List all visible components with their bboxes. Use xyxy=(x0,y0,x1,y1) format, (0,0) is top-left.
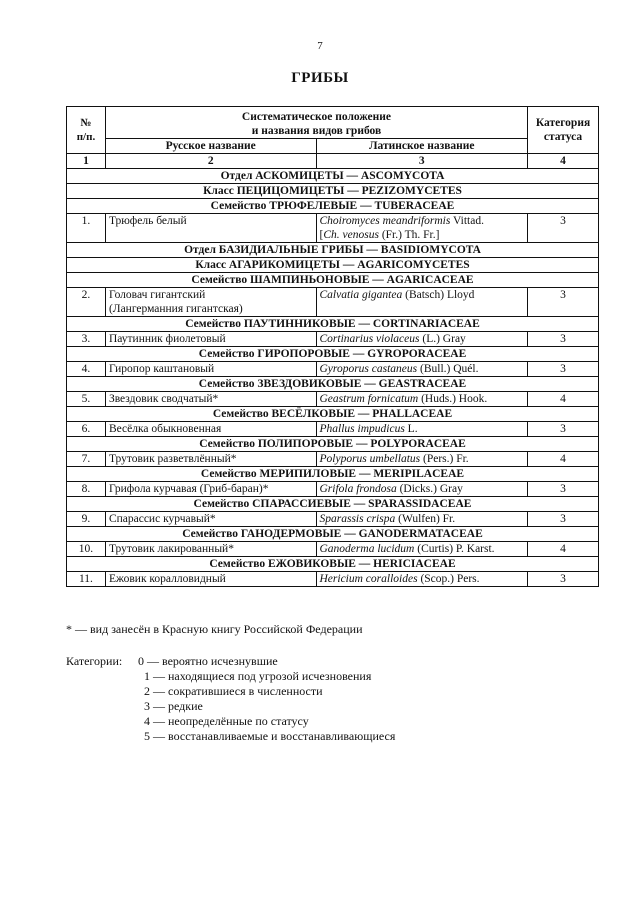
species-row xyxy=(67,214,599,243)
species-category: 3 xyxy=(528,214,599,243)
latin-authority: (Pers.) Fr. xyxy=(420,453,469,465)
species-russian-name xyxy=(105,332,316,347)
latin-binomial: Sparassis crispa xyxy=(319,513,396,525)
species-russian-name-line: Гиропор каштановый xyxy=(108,363,215,375)
categories-list xyxy=(138,654,395,744)
species-russian-name xyxy=(105,572,316,587)
species-russian-name-line: Трутовик разветвлённый* xyxy=(108,453,237,465)
species-russian-name xyxy=(105,392,316,407)
species-category: 3 xyxy=(528,288,599,317)
latin-binomial: Gyroporus castaneus xyxy=(319,363,418,375)
species-russian-name-line: Спарассис курчавый* xyxy=(108,513,216,525)
species-row xyxy=(67,452,599,467)
species-number: 7. xyxy=(67,452,106,467)
section-row xyxy=(67,258,599,273)
species-latin-name xyxy=(316,214,528,243)
section-title: Семейство ТРЮФЕЛЕВЫЕ — TUBERACEAE xyxy=(67,199,599,214)
latin-synonym-authority: (Fr.) Th. Fr.] xyxy=(378,229,440,241)
latin-authority: (Huds.) Hook. xyxy=(418,393,488,405)
species-category: 3 xyxy=(528,482,599,497)
latin-synonym: Ch. venosus xyxy=(323,229,379,241)
species-row xyxy=(67,422,599,437)
species-latin-name xyxy=(316,332,528,347)
species-category: 3 xyxy=(528,512,599,527)
latin-authority: (Dicks.) Gray xyxy=(396,483,463,495)
species-table xyxy=(66,106,599,587)
species-number: 4. xyxy=(67,362,106,377)
species-latin-name xyxy=(316,482,528,497)
species-russian-name-line: Весёлка обыкновенная xyxy=(108,423,222,435)
species-russian-name xyxy=(105,452,316,467)
species-row xyxy=(67,392,599,407)
species-russian-name xyxy=(105,288,316,317)
header-russian-name: Русское название xyxy=(105,139,316,154)
species-number: 5. xyxy=(67,392,106,407)
synonym-bracket: [ xyxy=(319,229,324,241)
latin-authority: Vittad. xyxy=(450,215,484,227)
section-row xyxy=(67,184,599,199)
latin-binomial: Choiromyces meandriformis xyxy=(319,215,451,227)
species-number: 9. xyxy=(67,512,106,527)
species-russian-name xyxy=(105,422,316,437)
species-number: 11. xyxy=(67,572,106,587)
category-item: 0 — вероятно исчезнувшие xyxy=(138,654,278,668)
species-russian-name xyxy=(105,512,316,527)
latin-authority: (L.) Gray xyxy=(419,333,466,345)
section-title: Семейство ШАМПИНЬОНОВЫЕ — AGARICACEAE xyxy=(67,273,599,288)
category-item: 3 — редкие xyxy=(144,699,203,713)
section-row xyxy=(67,437,599,452)
latin-authority: (Wulfen) Fr. xyxy=(395,513,456,525)
category-item: 4 — неопределённые по статусу xyxy=(144,714,309,728)
section-title: Семейство ЗВЕЗДОВИКОВЫЕ — GEASTRACEAE xyxy=(67,377,599,392)
section-title: Семейство ГИРОПОРОВЫЕ — GYROPORACEAE xyxy=(67,347,599,362)
species-number: 8. xyxy=(67,482,106,497)
latin-binomial: Calvatia gigantea xyxy=(319,289,403,301)
species-russian-name-line: Трюфель белый xyxy=(108,215,187,227)
latin-binomial: Geastrum fornicatum xyxy=(319,393,419,405)
latin-binomial: Hericium coralloides xyxy=(319,573,418,585)
species-row xyxy=(67,542,599,557)
species-latin-name xyxy=(316,422,528,437)
species-category: 3 xyxy=(528,362,599,377)
categories-label: Категории: xyxy=(66,654,123,668)
latin-authority: (Batsch) Lloyd xyxy=(402,289,475,301)
species-russian-name-line: Трутовик лакированный* xyxy=(108,543,234,555)
category-item: 5 — восстанавливаемые и восстанавливающиеся xyxy=(144,729,396,743)
section-title: Семейство ВЕСЁЛКОВЫЕ — PHALLACEAE xyxy=(67,407,599,422)
latin-binomial: Grifola frondosa xyxy=(319,483,397,495)
footnote: * — вид занесён в Красную книгу Российской Федерации xyxy=(66,622,363,636)
species-row xyxy=(67,288,599,317)
section-row xyxy=(67,557,599,572)
section-title: Класс ПЕЦИЦОМИЦЕТЫ — PEZIZOMYCETES xyxy=(67,184,599,199)
section-row xyxy=(67,497,599,512)
section-row xyxy=(67,527,599,542)
latin-binomial: Polyporus umbellatus xyxy=(319,453,421,465)
column-number-1: 1 xyxy=(67,154,106,169)
section-title: Отдел БАЗИДИАЛЬНЫЕ ГРИБЫ — BASIDIOMYCOTA xyxy=(67,243,599,258)
species-russian-name xyxy=(105,362,316,377)
header-category: Категория статуса xyxy=(528,107,599,154)
column-number-2: 2 xyxy=(105,154,316,169)
latin-authority: (Curtis) P. Karst. xyxy=(414,543,495,555)
section-title: Семейство ПОЛИПОРОВЫЕ — POLYPORACEAE xyxy=(67,437,599,452)
species-row xyxy=(67,362,599,377)
latin-binomial: Cortinarius violaceus xyxy=(319,333,420,345)
species-number: 2. xyxy=(67,288,106,317)
section-title: Семейство СПАРАССИЕВЫЕ — SPARASSIDACEAE xyxy=(67,497,599,512)
section-title: Отдел АСКОМИЦЕТЫ — ASCOMYCOTA xyxy=(67,169,599,184)
page-title: ГРИБЫ xyxy=(291,70,349,86)
section-title: Семейство ПАУТИННИКОВЫЕ — CORTINARIACEAE xyxy=(67,317,599,332)
header-systematic: Систематическое положение и названия видов грибов xyxy=(105,107,527,139)
species-number: 10. xyxy=(67,542,106,557)
species-latin-name xyxy=(316,542,528,557)
section-row xyxy=(67,377,599,392)
species-row xyxy=(67,512,599,527)
species-category: 4 xyxy=(528,392,599,407)
column-number-3: 3 xyxy=(316,154,528,169)
species-russian-name-line: Грифола курчавая (Гриб-баран)* xyxy=(108,483,269,495)
species-row xyxy=(67,482,599,497)
column-number-4: 4 xyxy=(528,154,599,169)
section-title: Класс АГАРИКОМИЦЕТЫ — AGARICOMYCETES xyxy=(67,258,599,273)
header-latin-name: Латинское название xyxy=(316,139,528,154)
species-latin-name xyxy=(316,512,528,527)
species-russian-name-line: Ежовик коралловидный xyxy=(108,573,226,585)
section-row xyxy=(67,273,599,288)
section-row xyxy=(67,243,599,258)
section-title: Семейство МЕРИПИЛОВЫЕ — MERIPILACEAE xyxy=(67,467,599,482)
latin-authority: (Bull.) Quél. xyxy=(417,363,479,375)
species-latin-name xyxy=(316,362,528,377)
species-number: 6. xyxy=(67,422,106,437)
species-russian-name-line: Звездовик сводчатый* xyxy=(108,393,219,405)
species-category: 4 xyxy=(528,452,599,467)
section-row xyxy=(67,347,599,362)
section-row xyxy=(67,169,599,184)
category-item: 1 — находящиеся под угрозой исчезновения xyxy=(144,669,372,683)
latin-binomial: Ganoderma lucidum xyxy=(319,543,415,555)
page-number: 7 xyxy=(317,40,323,52)
latin-authority: L. xyxy=(404,423,418,435)
species-category: 3 xyxy=(528,572,599,587)
section-row xyxy=(67,317,599,332)
section-row xyxy=(67,467,599,482)
species-number: 3. xyxy=(67,332,106,347)
section-row xyxy=(67,407,599,422)
species-russian-name-line: Паутинник фиолетовый xyxy=(108,333,226,345)
section-title: Семейство ГАНОДЕРМОВЫЕ — GANODERMATACEAE xyxy=(67,527,599,542)
species-category: 3 xyxy=(528,332,599,347)
latin-authority: (Scop.) Pers. xyxy=(417,573,480,585)
section-title: Семейство ЕЖОВИКОВЫЕ — HERICIACEAE xyxy=(67,557,599,572)
species-category: 3 xyxy=(528,422,599,437)
species-latin-name xyxy=(316,452,528,467)
species-russian-name xyxy=(105,214,316,243)
species-latin-name xyxy=(316,572,528,587)
species-row xyxy=(67,332,599,347)
section-row xyxy=(67,199,599,214)
species-category: 4 xyxy=(528,542,599,557)
species-latin-name xyxy=(316,392,528,407)
species-russian-name-line: Головач гигантский xyxy=(108,289,206,301)
species-russian-name-alt: (Лангерманния гигантская) xyxy=(108,303,243,315)
category-item: 2 — сократившиеся в численности xyxy=(144,684,323,698)
species-number: 1. xyxy=(67,214,106,243)
species-row xyxy=(67,572,599,587)
latin-binomial: Phallus impudicus xyxy=(319,423,405,435)
header-number: № п/п. xyxy=(67,107,106,154)
species-latin-name xyxy=(316,288,528,317)
species-russian-name xyxy=(105,482,316,497)
species-russian-name xyxy=(105,542,316,557)
